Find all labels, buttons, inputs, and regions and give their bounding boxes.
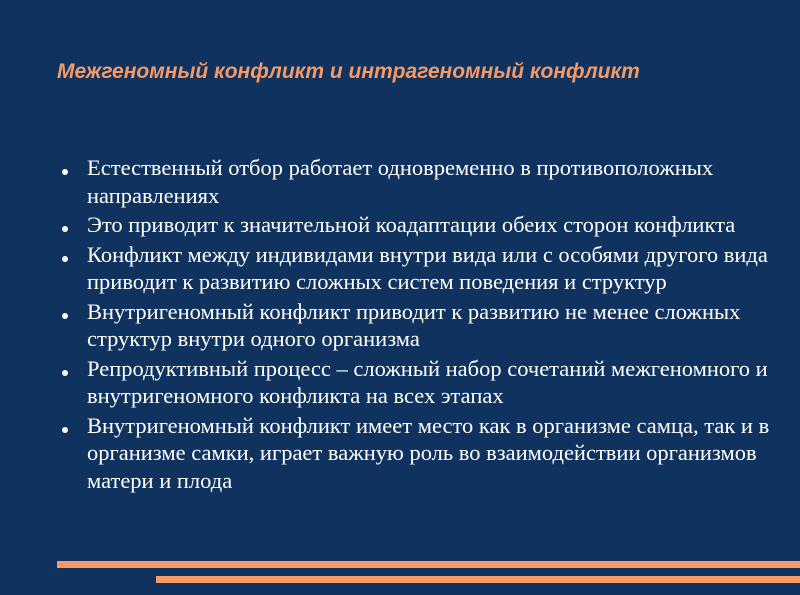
bullet-item xyxy=(62,211,772,239)
decorative-bar-top xyxy=(57,561,800,568)
bullet-dot-icon xyxy=(62,313,68,319)
bullet-dot-icon xyxy=(62,256,68,262)
bullet-text: Конфликт между индивидами внутри вида или с особями другого вида приводит к развитию сложных систем поведения и структур xyxy=(87,241,768,294)
bullet-text: Естественный отбор работает одновременно в противоположных направлениях xyxy=(87,155,714,208)
bullet-list xyxy=(62,154,772,496)
bullet-item xyxy=(62,412,772,495)
slide-title: Межгеномный конфликт и интрагеномный конфликт xyxy=(57,60,640,83)
bullet-item xyxy=(62,154,772,209)
bullet-item xyxy=(62,298,772,353)
bullet-dot-icon xyxy=(62,427,68,433)
bullet-text: Репродуктивный процесс – сложный набор сочетаний межгеномного и внутригеномного конфликта на всех этапах xyxy=(87,355,768,408)
bullet-item xyxy=(62,355,772,410)
bullet-dot-icon xyxy=(62,169,68,175)
bullet-text: Это приводит к значительной коадаптации обеих сторон конфликта xyxy=(87,212,736,237)
bullet-dot-icon xyxy=(62,226,68,232)
bullet-item xyxy=(62,241,772,296)
bullet-text: Внутригеномный конфликт имеет место как в организме самца, так и в организме самки, играет важную роль во взаимодействии организмов матери и плода xyxy=(87,412,770,493)
bullet-text: Внутригеномный конфликт приводит к развитию не менее сложных структур внутри одного организма xyxy=(87,298,741,351)
bullet-dot-icon xyxy=(62,370,68,376)
decorative-bar-bottom xyxy=(156,576,800,583)
